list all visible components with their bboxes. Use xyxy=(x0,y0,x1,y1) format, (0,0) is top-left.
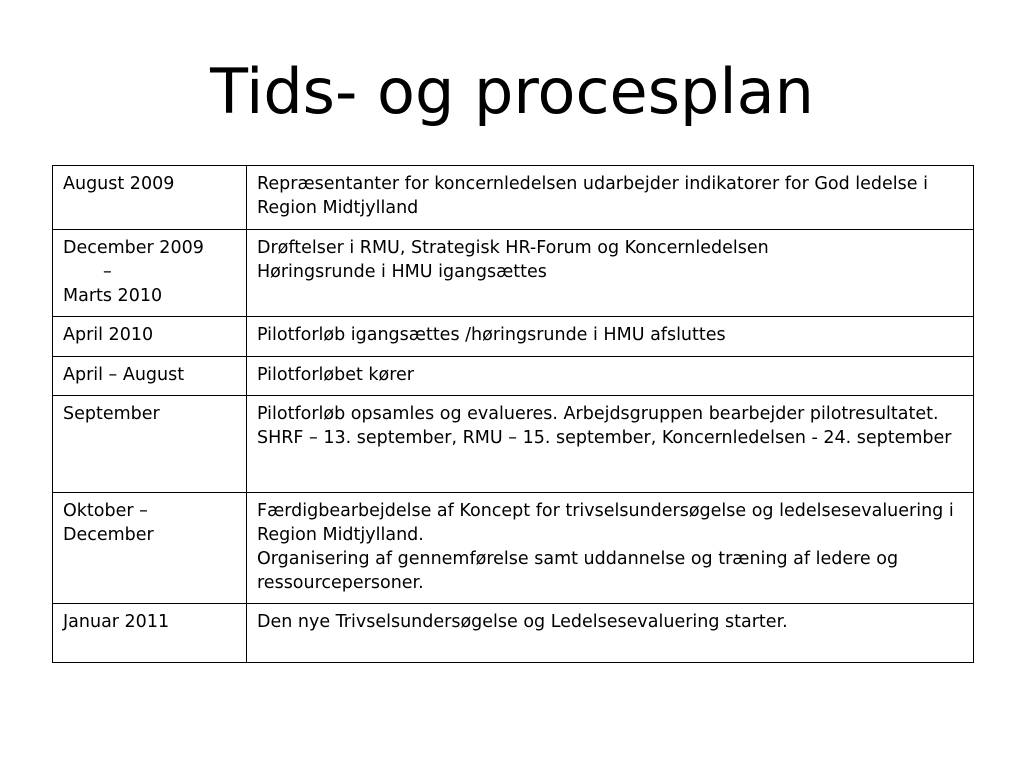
description-text: Pilotforløb opsamles og evalueres. Arbejdsgruppen bearbejder pilotresultatet. SHRF – 13. september, RMU – 15. september, Koncernledelsen - 24. september xyxy=(257,404,952,448)
table-row xyxy=(53,166,974,230)
period-text: – xyxy=(103,262,112,282)
description-cell xyxy=(247,396,974,493)
description-text: Pilotforløb igangsættes /høringsrunde i HMU afsluttes xyxy=(257,325,726,345)
period-cell xyxy=(53,166,247,230)
period-text: August 2009 xyxy=(63,174,175,194)
period-text: December 2009 xyxy=(63,238,204,258)
period-cell xyxy=(53,357,247,396)
timeline-table xyxy=(52,165,974,663)
period-text: April – August xyxy=(63,365,185,385)
table-row xyxy=(53,396,974,493)
period-cell xyxy=(53,493,247,604)
description-cell xyxy=(247,317,974,357)
description-cell xyxy=(247,357,974,396)
description-cell xyxy=(247,166,974,230)
period-cell xyxy=(53,396,247,493)
period-text: Oktober – December xyxy=(63,501,154,545)
table-row xyxy=(53,604,974,663)
description-text: Organisering af gennemførelse samt uddannelse og træning af ledere og ressourcepersoner. xyxy=(257,549,899,593)
description-cell xyxy=(247,230,974,317)
period-cell xyxy=(53,317,247,357)
period-cell xyxy=(53,604,247,663)
description-text: Pilotforløbet kører xyxy=(257,365,415,385)
description-cell xyxy=(247,604,974,663)
slide-title: Tids- og procesplan xyxy=(210,55,814,128)
period-text: Marts 2010 xyxy=(63,286,163,306)
period-text: April 2010 xyxy=(63,325,154,345)
period-text: September xyxy=(63,404,160,424)
description-text: Den nye Trivselsundersøgelse og Ledelsesevaluering starter. xyxy=(257,612,788,632)
period-text: Januar 2011 xyxy=(63,612,170,632)
description-text: Høringsrunde i HMU igangsættes xyxy=(257,262,547,282)
table-row xyxy=(53,493,974,604)
table-row xyxy=(53,357,974,396)
table-row xyxy=(53,317,974,357)
period-cell xyxy=(53,230,247,317)
description-text: Drøftelser i RMU, Strategisk HR-Forum og Koncernledelsen xyxy=(257,238,769,258)
description-text: Repræsentanter for koncernledelsen udarbejder indikatorer for God ledelse i Region Midtjylland xyxy=(257,174,928,218)
description-text: Færdigbearbejdelse af Koncept for trivselsundersøgelse og ledelsesevaluering i Region Midtjylland. xyxy=(257,501,954,545)
table-row xyxy=(53,230,974,317)
description-cell xyxy=(247,493,974,604)
